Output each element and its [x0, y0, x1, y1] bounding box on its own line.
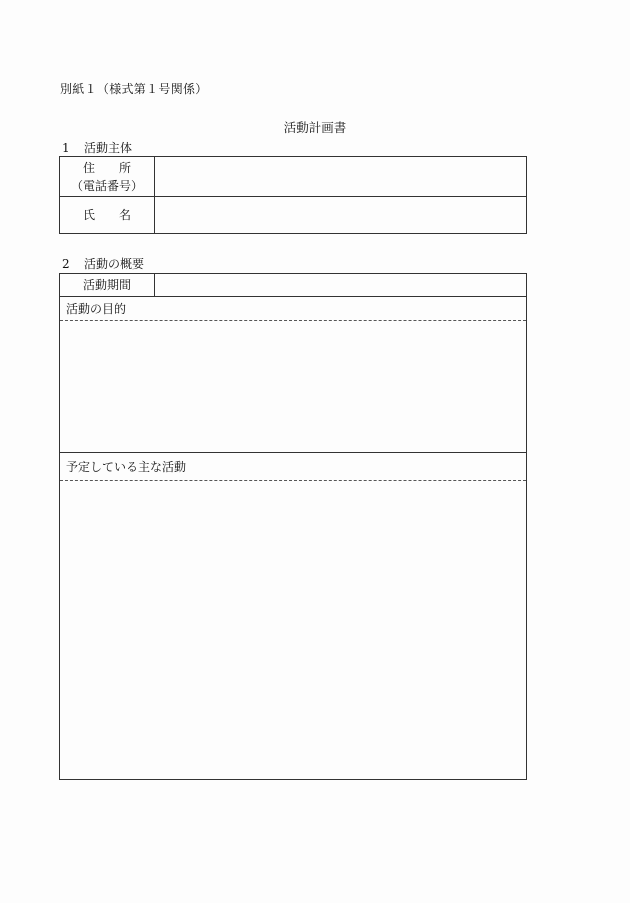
entity-table — [59, 156, 527, 234]
address-field[interactable] — [155, 157, 526, 196]
name-label: 氏 名 — [60, 197, 155, 234]
section-2-number: 2 — [62, 257, 70, 271]
section-2-title: 活動の概要 — [84, 257, 145, 271]
period-row — [60, 274, 526, 297]
purpose-field[interactable] — [60, 321, 526, 453]
address-label-line2: （電話番号） — [70, 179, 143, 193]
name-row — [60, 197, 526, 234]
period-label: 活動期間 — [60, 274, 155, 296]
purpose-label: 活動の目的 — [60, 297, 526, 321]
section-2-heading — [62, 255, 144, 272]
section-1-number: 1 — [62, 141, 70, 155]
name-field[interactable] — [155, 197, 526, 234]
planned-activities-label: 予定している主な活動 — [60, 453, 526, 481]
planned-activities-field[interactable] — [60, 481, 526, 779]
section-1-title: 活動主体 — [84, 141, 133, 155]
period-field[interactable] — [155, 274, 526, 296]
address-label — [60, 157, 155, 196]
document-title: 活動計画書 — [283, 120, 347, 135]
form-reference: 別紙１（様式第１号関係） — [60, 82, 208, 96]
overview-table — [59, 273, 527, 780]
address-label-line1: 住 所 — [82, 161, 131, 175]
address-row — [60, 157, 526, 197]
section-1-heading — [62, 139, 132, 156]
